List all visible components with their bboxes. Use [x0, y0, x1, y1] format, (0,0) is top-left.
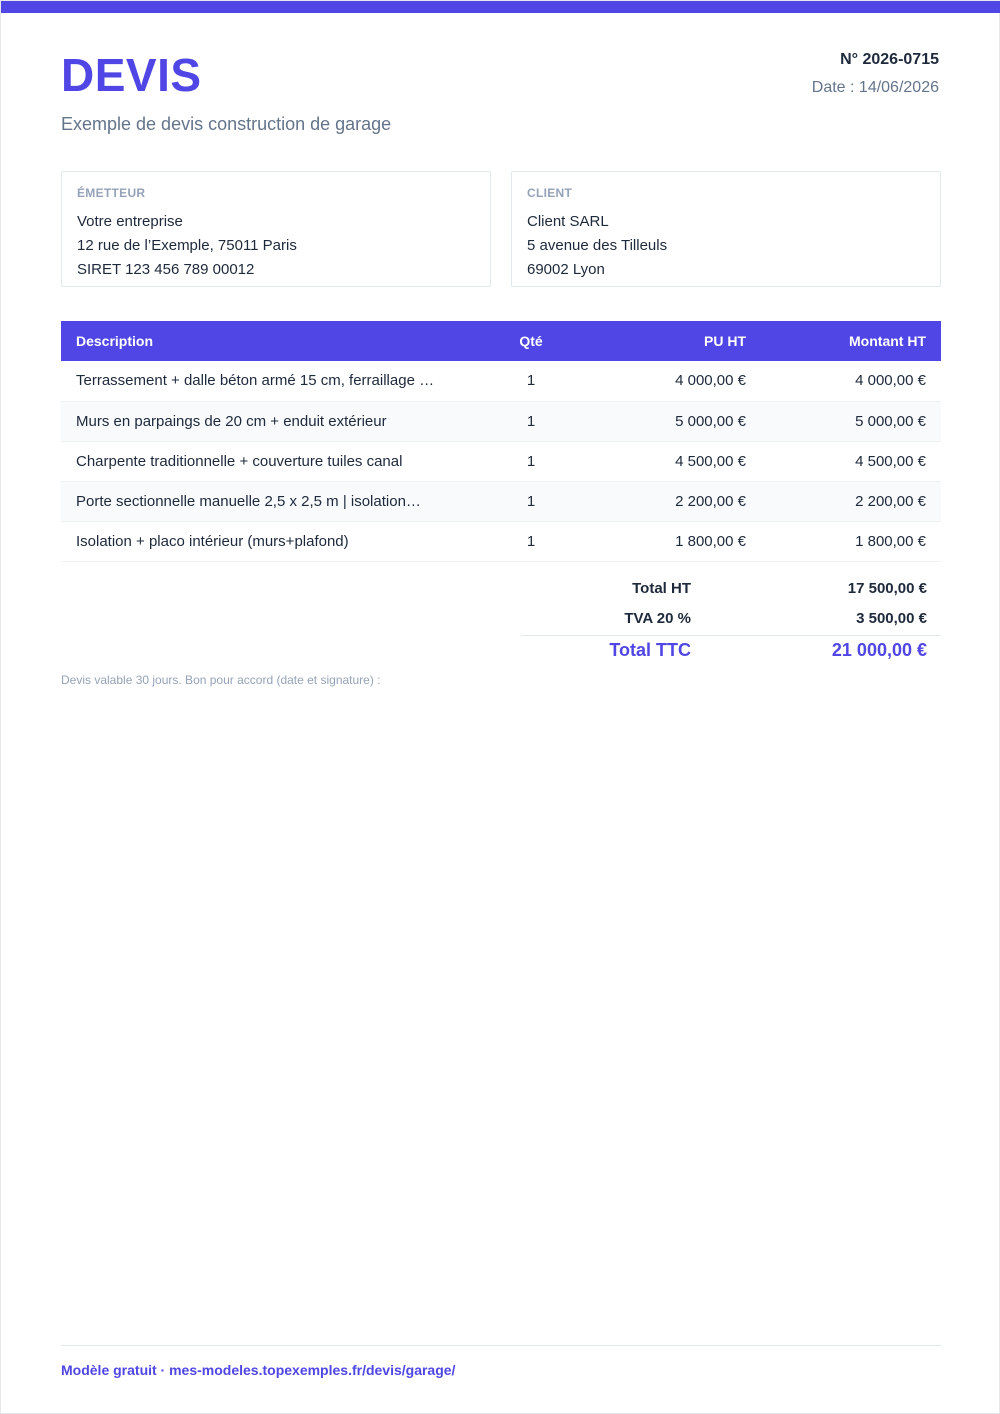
row-unit-price: 4 500,00 €	[581, 441, 761, 481]
row-qty: 1	[481, 361, 581, 401]
issuer-siret: SIRET 123 456 789 00012	[77, 261, 255, 278]
table-row	[61, 401, 941, 441]
table-row	[61, 361, 941, 401]
table-header-row	[61, 321, 941, 361]
issuer-address: 12 rue de l’Exemple, 75011 Paris	[77, 237, 297, 254]
row-description: Porte sectionnelle manuelle 2,5 x 2,5 m | isolation…	[61, 481, 481, 521]
footer-divider	[61, 1345, 941, 1346]
quote-number: N° 2026-0715	[840, 51, 939, 68]
row-qty: 1	[481, 441, 581, 481]
validity-note: Devis valable 30 jours. Bon pour accord (date et signature) :	[61, 673, 381, 687]
tva-value: 3 500,00 €	[856, 609, 927, 627]
footer-credit[interactable]: Modèle gratuit · mes-modeles.topexemples.fr/devis/garage/	[61, 1362, 456, 1378]
issuer-label: ÉMETTEUR	[77, 186, 146, 200]
row-description: Charpente traditionnelle + couverture tuiles canal	[61, 441, 481, 481]
client-label: CLIENT	[527, 186, 573, 200]
totals-block	[521, 573, 941, 665]
issuer-card	[61, 171, 491, 287]
row-description: Terrassement + dalle béton armé 15 cm, ferraillage …	[61, 361, 481, 401]
row-qty: 1	[481, 481, 581, 521]
issuer-name: Votre entreprise	[77, 213, 183, 230]
client-card	[511, 171, 941, 287]
row-amount: 5 000,00 €	[761, 401, 941, 441]
row-unit-price: 1 800,00 €	[581, 521, 761, 561]
total-ttc-value: 21 000,00 €	[831, 640, 927, 660]
total-ttc-label: Total TTC	[609, 640, 691, 660]
row-amount: 2 200,00 €	[761, 481, 941, 521]
row-amount: 4 000,00 €	[761, 361, 941, 401]
document-title: DEVIS	[61, 49, 202, 101]
row-amount: 1 800,00 €	[761, 521, 941, 561]
row-unit-price: 4 000,00 €	[581, 361, 761, 401]
table-row	[61, 481, 941, 521]
header-unit-price: PU HT	[581, 321, 761, 361]
total-ht-value: 17 500,00 €	[847, 579, 927, 597]
row-qty: 1	[481, 521, 581, 561]
header-description: Description	[61, 321, 481, 361]
row-description: Murs en parpaings de 20 cm + enduit extérieur	[61, 401, 481, 441]
header-qty: Qté	[481, 321, 581, 361]
total-ht-row	[521, 573, 941, 603]
header-amount: Montant HT	[761, 321, 941, 361]
tva-label: TVA 20 %	[624, 609, 691, 627]
row-qty: 1	[481, 401, 581, 441]
quote-date: Date : 14/06/2026	[811, 79, 939, 96]
total-ht-label: Total HT	[632, 579, 691, 597]
row-unit-price: 2 200,00 €	[581, 481, 761, 521]
total-ttc-row	[521, 635, 941, 665]
line-items-table	[61, 321, 941, 562]
client-city: 69002 Lyon	[527, 261, 605, 278]
row-unit-price: 5 000,00 €	[581, 401, 761, 441]
row-description: Isolation + placo intérieur (murs+plafond)	[61, 521, 481, 561]
client-name: Client SARL	[527, 213, 609, 230]
document-subtitle: Exemple de devis construction de garage	[61, 114, 392, 134]
table-row	[61, 521, 941, 561]
row-amount: 4 500,00 €	[761, 441, 941, 481]
client-address: 5 avenue des Tilleuls	[527, 237, 668, 254]
tva-row	[521, 603, 941, 633]
table-row	[61, 441, 941, 481]
top-accent-bar	[1, 1, 1000, 13]
quote-meta	[812, 49, 939, 99]
